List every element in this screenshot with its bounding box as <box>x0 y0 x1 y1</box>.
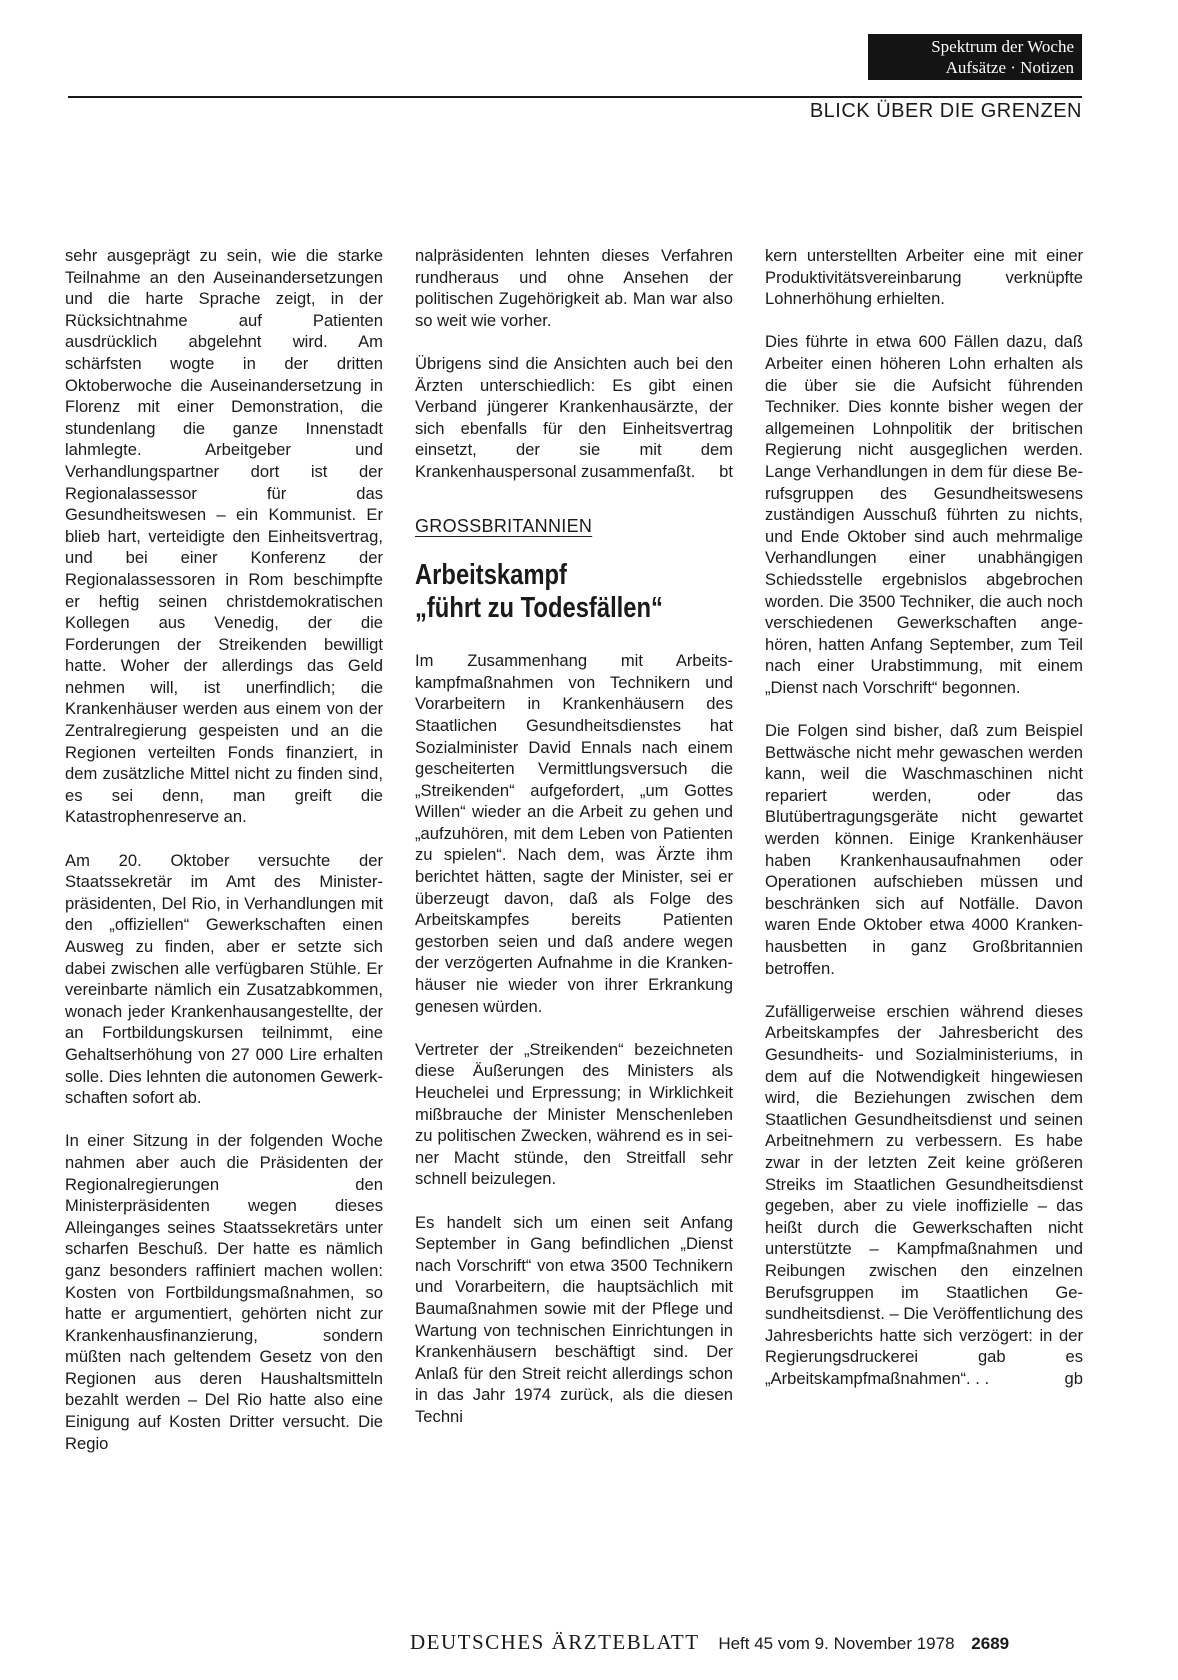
paragraph-text: Zufälligerweise erschien während dieses Arbeitskampfes der Jahresbericht des Gesundheits- und Sozialministeriums, in dem auf die Notwendigkeit hingewiesen wird, die Beziehungen zwischen dem Staatlichen Gesundheitsdienst und seinen Arbeitnehmern zu verbessern. Es habe zwar in der letzten Zeit keine größeren Streiks im Staatlichen Gesundheitsdienst gegeben, aber zu viele inoffizielle – das heißt durch die Gewerkschaften nicht unterstützte – Kampfmaßnahmen und Reibungen zwischen den einzelnen Berufsgruppen im Staatlichen Gesundheitsdienst. – Die Veröffentlichung des Jahresberichts hatte sich verzögert: in der Regierungsdruckerei gab es „Arbeitskampfmaßnahmen“. . . <box>765 1001 1083 1388</box>
author-signature: bt <box>719 461 733 481</box>
paragraph: Dies führte in etwa 600 Fällen dazu, daß Arbeiter einen höheren Lohn erhalten als die über sie die Aufsicht führenden Techniker. Dies konnte bisher wegen der allgemeinen Lohnpolitik der britischen Regierung nicht ausgeglichen werden. Lange Verhandlungen in dem für diese Berufsgruppen des Gesundheitswesens zuständigen Ausschuß führten zu nichts, und Ende Oktober sind auch mehrmalige Verhandlungen einer unabhängigen Schiedsstelle ergebnislos abgebrochen worden. Die 3500 Techniker, die auch noch verschiedenen Gewerkschaften angehören, hatten Anfang September, zum Teil nach einer Urabstimmung, mit einem „Dienst nach Vorschrift“ begonnen. <box>765 332 1083 697</box>
badge-line-2: Aufsätze · Notizen <box>945 58 1074 77</box>
paragraph: Die Folgen sind bisher, daß zum Beispiel Bettwäsche nicht mehr gewaschen werden kann, weil die Waschmaschinen nicht repariert werden, oder das Blutübertragungsgeräte nicht gewartet werden können. Einige Krankenhäuser haben Krankenhausaufnahmen oder Operationen aufschieben müssen und beschränken sich auf Notfälle. Davon waren Ende Oktober etwa 4000 Krankenhausbetten in ganz Großbritannien betroffen. <box>765 721 1083 978</box>
section-heading: BLICK ÜBER DIE GRENZEN <box>809 100 1082 122</box>
headline-line-2: „führt zu Todesfällen“ <box>415 592 663 625</box>
paragraph: In einer Sitzung in der folgenden Woche nahmen aber auch die Präsidenten der Regionalregierungen den Ministerpräsidenten wegen dieses Alleinganges seines Staatssekretärs unter scharfen Beschuß. Der hatte es nämlich ganz besonders raffiniert machen wollen: Kosten von Fortbildungsmaßnahmen, so hatte er argumentiert, gehörten nicht zur Krankenhausfinanzierung, sondern müßten nach geltendem Gesetz von den Regionen aus deren Haushaltsmitteln bezahlt werden – Del Rio hatte also eine Einigung auf Kosten Dritter versucht. Die Regio <box>65 1131 383 1453</box>
paragraph: Vertreter der „Streikenden“ bezeichneten diese Äußerungen des Ministers als Heuchelei und Erpressung; in Wirklichkeit mißbrauche der Minister Menschenleben zu politischen Zwecken, während es in seiner Macht stünde, den Streitfall sehr schnell beizulegen. <box>415 1039 733 1189</box>
article-headline <box>415 559 733 625</box>
column-3 <box>765 245 1083 1411</box>
paragraph-with-signature <box>415 353 733 483</box>
column-2 <box>415 245 733 1449</box>
issue-info: Heft 45 vom 9. November 1978 <box>718 1634 955 1653</box>
headline-line-1: Arbeitskampf <box>415 559 567 592</box>
paragraph: nalpräsidenten lehnten dieses Verfahren rundheraus und ohne Ansehen der politischen Zugehörigkeit ab. Man war also so weit wie vorher. <box>415 246 733 330</box>
badge-line-1: Spektrum der Woche <box>931 37 1074 56</box>
paragraph: Im Zusammenhang mit Arbeitskampfmaßnahmen von Technikern und Vorarbeitern in Krankenhäusern des Staatlichen Gesundheitsdienstes hat Sozialminister David Ennals nach einem gescheiterten Vermittlungsversuch die „Streikenden“ aufgefordert, „um Gottes Willen“ wieder an die Arbeit zu gehen und „aufzuhören, mit dem Leben von Patienten zu spielen“. Nach dem, was Ärzte ihm berichtet hätten, sagte der Minister, sei er überzeugt davon, daß als Folge des Arbeitskampfes bereits Patienten gestorben seien und daß andere wegen der verzögerten Aufnahme in die Krankenhäuser nie wieder von ihrer Erkrankung genesen würden. <box>415 651 733 1016</box>
section-badge <box>868 34 1082 80</box>
paragraph: Es handelt sich um einen seit Anfang September in Gang befindlichen „Dienst nach Vorschrift“ von etwa 3500 Technikern und Vorarbeitern, die hauptsächlich mit Baumaßnahmen sowie mit der Pflege und Wartung von technischen Einrichtungen in Krankenhäusern beschäftigt sind. Der Anlaß für den Streit reicht allerdings schon in das Jahr 1974 zurück, als die diesen Techni <box>415 1212 733 1426</box>
journal-name: DEUTSCHES ÄRZTEBLATT <box>410 1630 700 1654</box>
page-footer <box>410 1630 1009 1655</box>
paragraph: kern unterstellten Arbeiter eine mit einer Produktivitätsvereinbarung verknüpfte Lohnerhöhung erhielten. <box>765 246 1083 309</box>
author-signature: gb <box>1064 1368 1083 1388</box>
page-number: 2689 <box>971 1634 1010 1653</box>
paragraph-with-signature <box>765 1001 1083 1390</box>
country-heading: GROSSBRITANNIEN <box>415 515 593 536</box>
column-1 <box>65 245 383 1476</box>
paragraph-text: Übrigens sind die Ansichten auch bei den Ärzten unterschiedlich: Es gibt einen Verband jüngerer Krankenhausärzte, der sich ebenfalls für den Einheitsvertrag einsetzt, der sie mit dem Krankenhauspersonal zusammenfaßt. <box>415 353 733 481</box>
paragraph: sehr ausgeprägt zu sein, wie die starke Teilnahme an den Auseinandersetzungen und die harte Sprache zeigt, in der Rücksichtnahme auf Patienten ausdrücklich abgelehnt wird. Am schärfsten wogte in der dritten Oktoberwoche die Auseinandersetzung in Florenz mit einer Demonstration, die stundenlang die ganze Innenstadt lahmlegte. Arbeitgeber und Verhandlungspartner dort ist der Regionalassessor für das Gesundheitswesen – ein Kommunist. Er blieb hart, verteidigte den Einheitsvertrag, und bei einer Konferenz der Regionalassessoren in Rom beschimpfte er heftig seinen christdemokratischen Kollegen aus Venedig, der die Forderungen der Streikenden bewilligt hatte. Woher der allerdings das Geld nehmen will, ist unerfindlich; die Krankenhäuser werden aus einem von der Zentralregierung gespeisten und an die Regionen verteilten Fonds finanziert, in dem zusätzliche Mittel nicht zu finden sind, es sei denn, man greift die Katastrophenreserve an. <box>65 246 383 827</box>
header-rule <box>68 96 1082 98</box>
paragraph: Am 20. Oktober versuchte der Staatssekretär im Amt des Ministerpräsidenten, Del Rio, in Verhandlungen mit den „offiziellen“ Gewerkschaften einen Ausweg zu finden, aber er setzte sich dabei zwischen alle verfügbaren Stühle. Er vereinbarte nämlich ein Zusatzabkommen, wonach jeder Krankenhausangestellte, der an Fortbildungskursen teilnimmt, eine Gehaltserhöhung von 27 000 Lire erhalten solle. Dies lehnten die autonomen Gewerkschaften sofort ab. <box>65 850 383 1108</box>
